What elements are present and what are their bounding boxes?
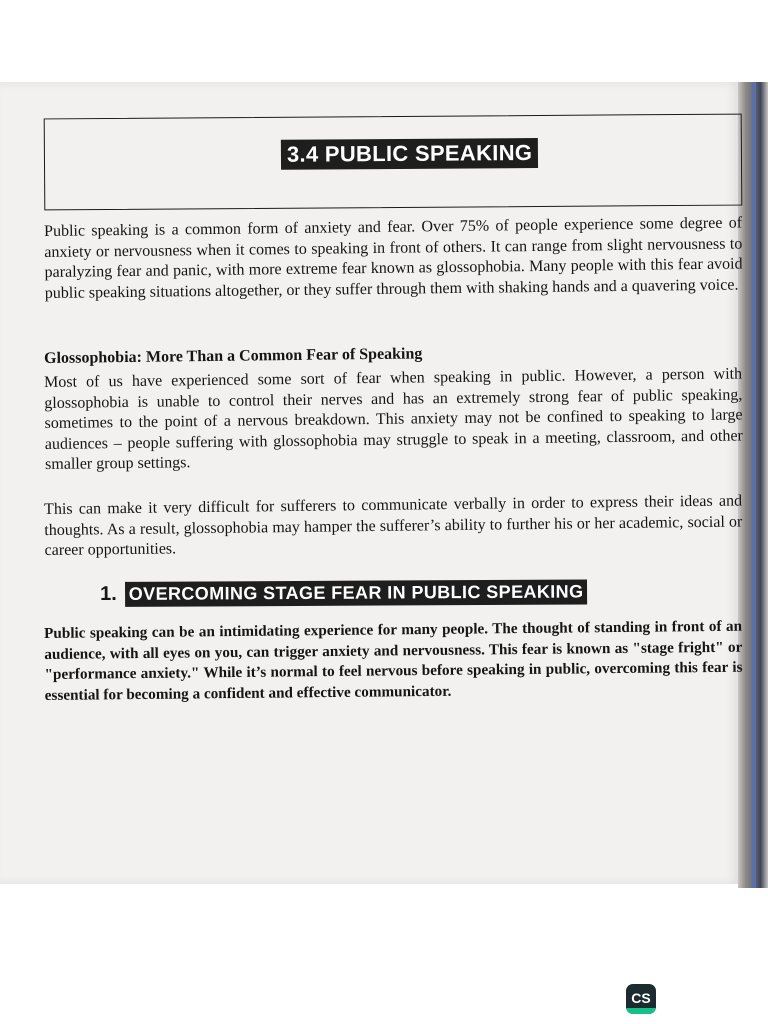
page-edge-stripe	[752, 82, 756, 888]
glossophobia-paragraph-1: Most of us have experienced some sort of fear when speaking in public. However, a person with glossophobia is unable to control their nerves and has an extremely strong fear of public speaking, sometimes to the point of a nervous breakdown. This anxiety may not be confined to speaking to large audiences – people suffering with glossophobia may struggle to speak in a meeting, classroom, and other smaller group settings.	[44, 365, 743, 473]
title-box	[44, 114, 743, 211]
section-paragraph: Public speaking can be an intimidating experience for many people. The thought of standing in front of an audience, with all eyes on you, can trigger anxiety and nervousness. This fear is known as "stage fright" or "performance anxiety." While it’s normal to feel nervous before speaking in public, overcoming this fear is essential for becoming a confident and effective communicator.	[44, 617, 743, 704]
section-heading	[100, 579, 720, 607]
page-title: 3.4 PUBLIC SPEAKING	[281, 138, 539, 170]
camscanner-logo-label: CS	[631, 989, 651, 1006]
glossophobia-paragraph-2: This can make it very difficult for sufferers to communicate verbally in order to express their ideas and thoughts. As a result, glossophobia may hamper the sufferer’s ability to further his or her academic, social or career opportunities.	[44, 492, 743, 559]
section-title: OVERCOMING STAGE FEAR IN PUBLIC SPEAKING	[125, 579, 588, 606]
glossophobia-subheading: Glossophobia: More Than a Common Fear of Speaking	[44, 345, 423, 367]
camscanner-logo-bar	[626, 1008, 656, 1014]
camscanner-logo-icon	[626, 984, 656, 1014]
section-number: 1.	[100, 582, 117, 605]
intro-paragraph: Public speaking is a common form of anxiety and fear. Over 75% of people experience some degree of anxiety or nervousness when it comes to speaking in front of others. It can range from slight nervousness to paralyzing fear and panic, with more extreme fear known as glossophobia. Many people with this fear avoid public speaking situations altogether, or they suffer through them with shaking hands and a quavering voice.	[44, 214, 743, 302]
book-page-edge	[738, 82, 768, 888]
